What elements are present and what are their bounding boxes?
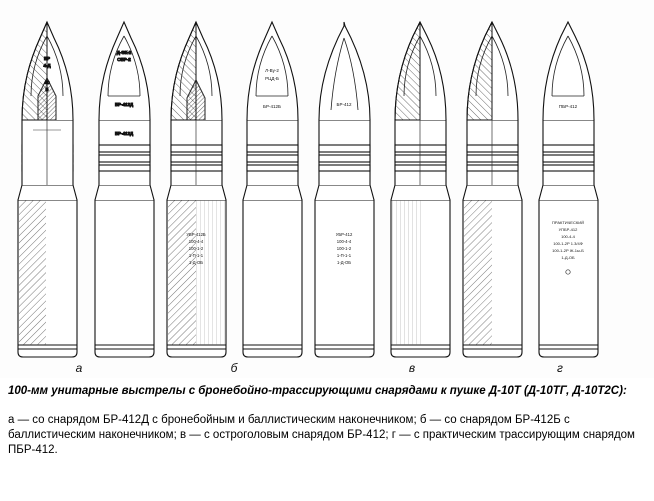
svg-text:б: б xyxy=(230,361,238,375)
svg-text:1-П-1-1: 1-П-1-1 xyxy=(336,253,352,258)
svg-text:ПРАКТИЧЕСКИЙ: ПРАКТИЧЕСКИЙ xyxy=(552,220,584,225)
svg-text:1-Д-ОБ: 1-Д-ОБ xyxy=(337,260,351,265)
svg-text:Д-ЭК-2: Д-ЭК-2 xyxy=(116,50,132,55)
caption-title: 100-мм унитарные выстрелы с бронебойно-трассирующими снарядами к пушке Д-10Т (Д-10ТГ, Д-10Т2С): xyxy=(8,385,627,397)
figure-caption xyxy=(0,378,654,501)
caption-body: а — со снарядом БР-412Д с бронебойным и баллистическим наконечником; б — со снарядом БР-412Б с баллистическим наконечником; в — с остроголовым снарядом БР-412; г — с практическим трассирующим снарядом ПБР-412. xyxy=(8,414,635,456)
svg-text:в: в xyxy=(408,361,416,375)
round-v-outline xyxy=(391,22,450,375)
svg-text:1-Д-ОБ: 1-Д-ОБ xyxy=(189,260,203,265)
svg-text:100-1-2: 100-1-2 xyxy=(336,246,352,251)
svg-text:УБР-412Б: УБР-412Б xyxy=(186,232,206,237)
svg-text:ПБР-412: ПБР-412 xyxy=(558,104,578,109)
svg-text:а: а xyxy=(75,361,83,375)
svg-text:1-П-1-1: 1-П-1-1 xyxy=(188,253,204,258)
round-b-cutaway xyxy=(167,22,226,357)
svg-text:УБР-412: УБР-412 xyxy=(335,232,353,237)
round-b-outline xyxy=(231,22,302,375)
svg-text:Б: Б xyxy=(45,87,49,92)
svg-text:100-4-4: 100-4-4 xyxy=(561,234,575,239)
svg-text:Л-Ву-2: Л-Ву-2 xyxy=(265,68,279,73)
round-g-outline xyxy=(539,22,598,375)
svg-text:БР-412: БР-412 xyxy=(336,102,352,107)
svg-text:БР: БР xyxy=(44,56,50,61)
svg-text:100-1-2Р Ж-1ы-Б: 100-1-2Р Ж-1ы-Б xyxy=(552,248,584,253)
round-g-cutaway xyxy=(463,22,522,357)
svg-text:100-1-2: 100-1-2 xyxy=(188,246,204,251)
svg-text:РЦД-Б: РЦД-Б xyxy=(265,76,279,81)
svg-text:100-4-4: 100-4-4 xyxy=(188,239,204,244)
svg-text:БР-412Д: БР-412Д xyxy=(114,102,134,107)
round-a-outline xyxy=(95,22,154,357)
svg-text:100-1-2Р 1.3/4Ф: 100-1-2Р 1.3/4Ф xyxy=(553,241,583,246)
svg-text:БР-412Д: БР-412Д xyxy=(114,131,134,136)
round-v-cutaway xyxy=(315,22,374,357)
svg-text:УПБР-412: УПБР-412 xyxy=(558,227,578,232)
svg-text:100-4-4: 100-4-4 xyxy=(336,239,352,244)
svg-text:4-Д: 4-Д xyxy=(43,63,51,68)
svg-text:1-Д-ОБ: 1-Д-ОБ xyxy=(561,255,575,260)
svg-text:ОБР-2: ОБР-2 xyxy=(117,57,131,62)
round-a-cutaway xyxy=(18,22,83,375)
svg-text:г: г xyxy=(557,361,563,375)
svg-text:40: 40 xyxy=(44,80,50,85)
svg-text:БР-412Б: БР-412Б xyxy=(263,104,281,109)
